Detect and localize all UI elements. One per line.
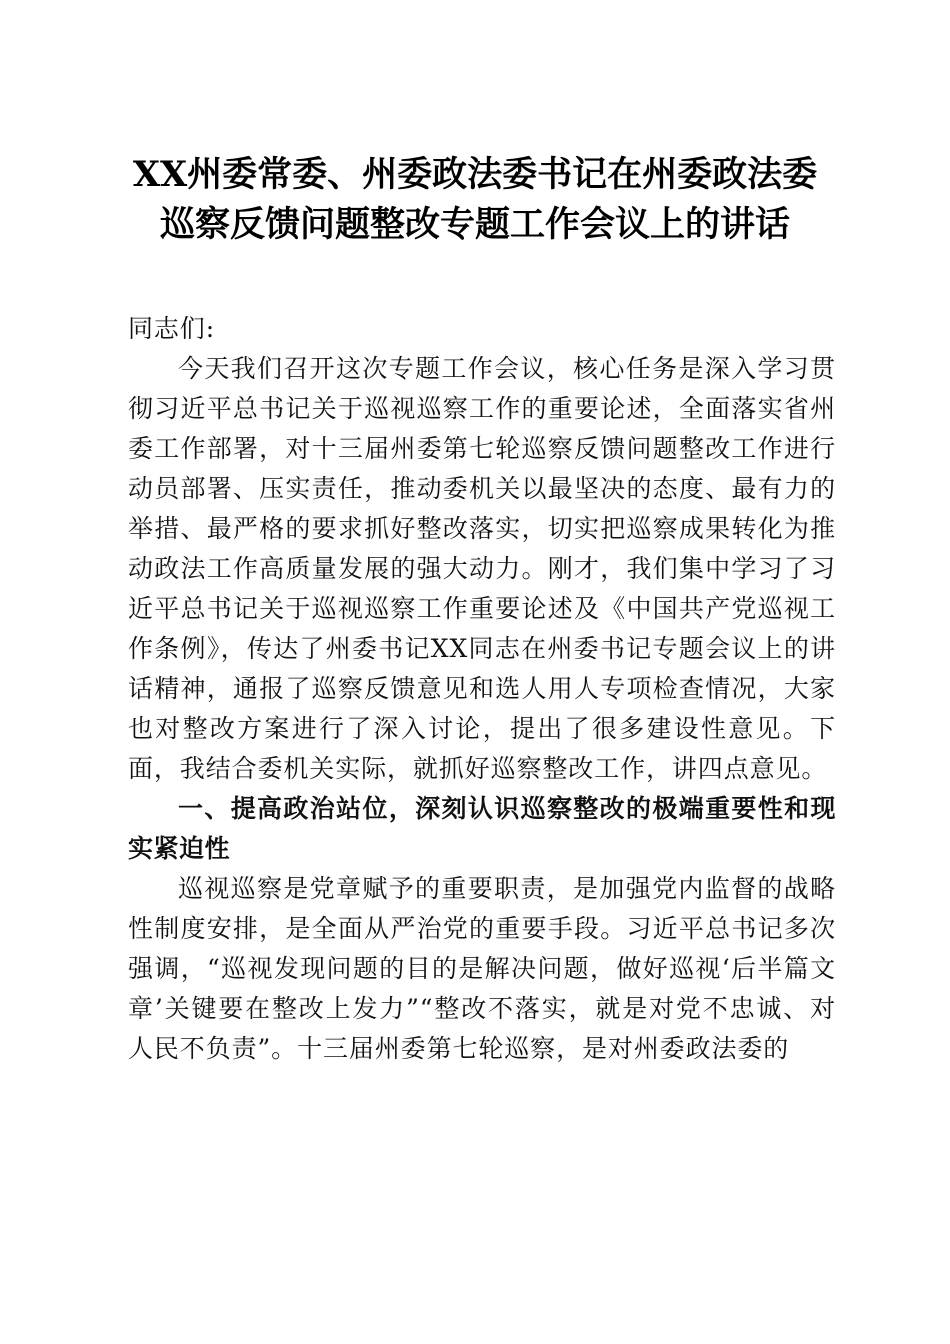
title-line-2: 巡察反馈问题整改专题工作会议上的讲话 bbox=[159, 204, 790, 245]
title-line-1: XX州委常委、州委政法委书记在州委政法委 bbox=[132, 154, 818, 195]
intro-paragraph: 今天我们召开这次专题工作会议，核心任务是深入学习贯彻习近平总书记关于巡视巡察工作的重要论述，全面落实省州委工作部署，对十三届州委第七轮巡察反馈问题整改工作进行动员部署、压实责任，推动委机关以最坚决的态度、最有力的举措、最严格的要求抓好整改落实，切实把巡察成果转化为推动政法工作高质量发展的强大动力。刚才，我们集中学习了习近平总书记关于巡视巡察工作重要论述及《中国共产党巡视工作条例》，传达了州委书记XX同志在州委书记专题会议上的讲话精神，通报了巡察反馈意见和选人用人专项检查情况，大家也对整改方案进行了深入讨论，提出了很多建设性意见。下面，我结合委机关实际，就抓好巡察整改工作，讲四点意见。 bbox=[128, 354, 836, 783]
salutation: 同志们: bbox=[128, 314, 216, 343]
document-body bbox=[128, 309, 836, 1069]
section-1-paragraph: 巡视巡察是党章赋予的重要职责，是加强党内监督的战略性制度安排，是全面从严治党的重要手段。习近平总书记多次强调，“巡视发现问题的目的是解决问题，做好巡视‘后半篇文章’关键要在整改上发力”“整改不落实，就是对党不忠诚、对人民不负责”。十三届州委第七轮巡察，是对州委政法委的 bbox=[128, 874, 836, 1063]
document-title bbox=[100, 150, 850, 250]
section-1-heading: 一、提高政治站位，深刻认识巡察整改的极端重要性和现实紧迫性 bbox=[128, 794, 836, 863]
